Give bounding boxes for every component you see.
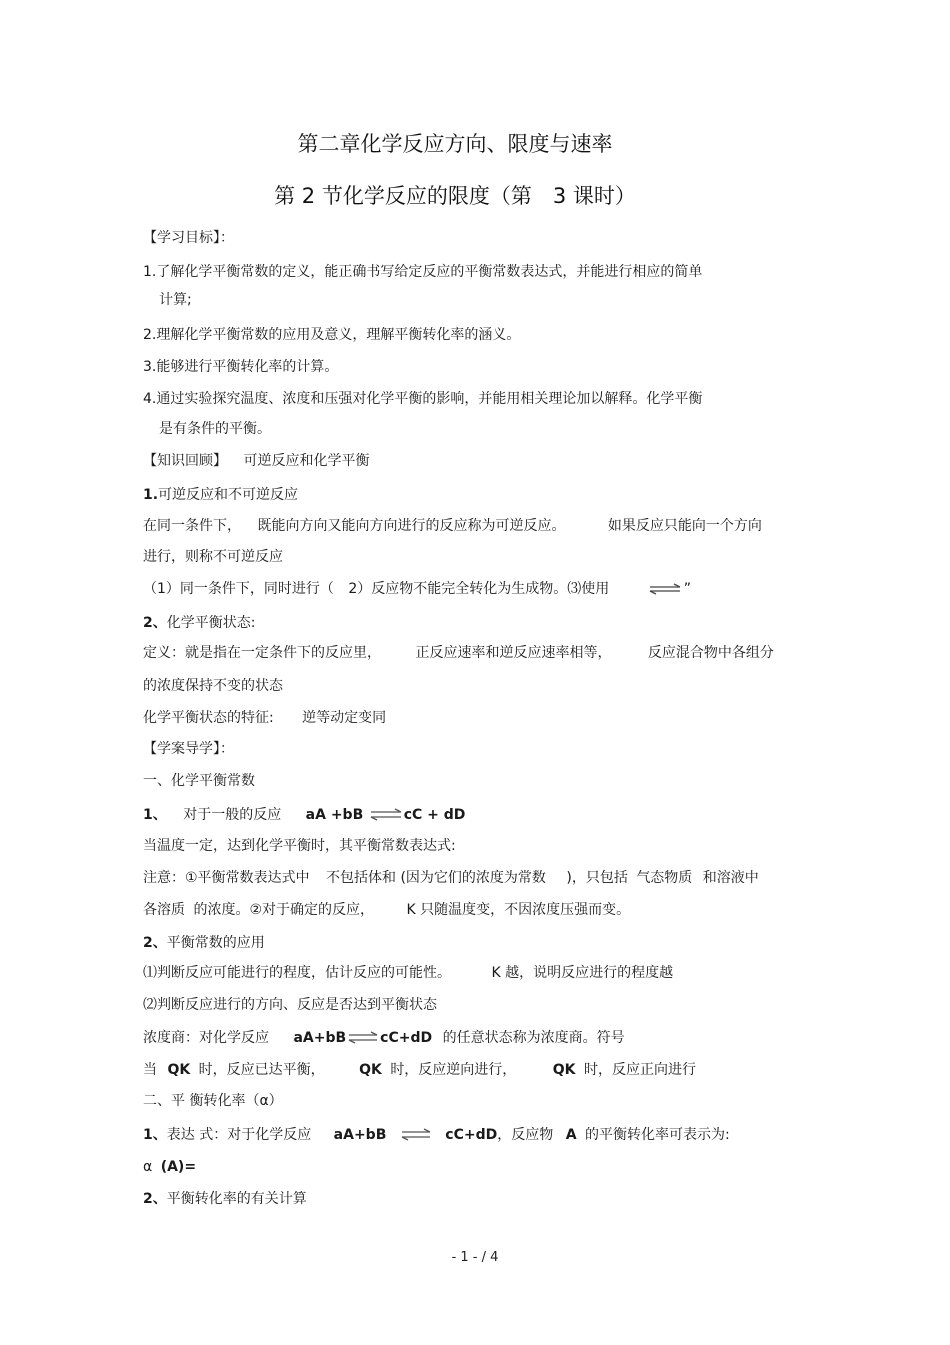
guide-e1-number: 1、: [143, 1127, 167, 1143]
guide-alpha-formula: [143, 1158, 196, 1176]
guide-p1-products: cC + dD: [403, 807, 466, 823]
review-s2-def-c: 反应混合物中各组分: [647, 645, 774, 661]
guide-p2-l4-a: 当: [143, 1062, 157, 1078]
guide-p2-line-2: ⑵判断反应进行的方向、反应是否达到平衡状态: [143, 997, 437, 1013]
goal-1-line-2: 计算;: [159, 292, 192, 308]
guide-p2-l3-a: 浓度商：对化学反应: [143, 1030, 269, 1046]
guide-p2-line-3: [143, 1029, 625, 1047]
page-number: - 1 - / 4: [451, 1250, 499, 1265]
review-s2-feat-a: 化学平衡状态的特征:: [143, 710, 274, 726]
guide-e1-products: cC+dD: [445, 1127, 498, 1143]
review-heading-topic: 可逆反应和化学平衡: [243, 453, 370, 469]
goals-heading: 【学习目标】：: [143, 230, 234, 246]
guide-e1-reactants: aA+bB: [333, 1127, 387, 1143]
review-s2-definition-line-1: [143, 644, 774, 662]
guide-p1-line-2: 当温度一定，达到化学平衡时，其平衡常数表达式:: [143, 838, 456, 854]
guide-e2-title: [143, 1190, 307, 1208]
review-s2-title: [143, 614, 255, 632]
guide-note2-c: K 只随温度变，不因浓度压强而变。: [406, 902, 631, 918]
chapter-title: 第二章化学反应方向、限度与速率: [297, 132, 613, 156]
review-s2-title-text: 化学平衡状态:: [166, 615, 256, 631]
review-s2-def-b: 正反应速率和逆反应速率相等，: [415, 645, 612, 661]
equilibrium-arrow-icon: [348, 1031, 378, 1045]
goal-4-line-2: 是有条件的平衡。: [159, 421, 271, 437]
guide-p1-reaction: [143, 806, 465, 824]
guide-p2-l3-reactants: aA+bB: [293, 1030, 347, 1046]
guide-p1-reactants: aA +bB: [305, 807, 364, 823]
goal-3: 3.能够进行平衡转化率的计算。: [143, 359, 339, 375]
guide-p2-l1-a: ⑴判断反应可能进行的程度，估计反应的可能性。: [143, 965, 451, 981]
reversible-arrow-icon: [648, 583, 682, 595]
equilibrium-arrow-icon: [370, 808, 402, 822]
guide-e1-b: ，反应物: [497, 1127, 554, 1143]
review-s1-p1-c: 如果反应只能向一个方向: [607, 518, 762, 534]
guide-note-line-1: [143, 869, 759, 887]
guide-p2-l4-qk3: QK: [552, 1062, 576, 1078]
guide-note-b: 不包括体和 (因为它们的浓度为常数: [326, 870, 546, 886]
review-s1-p3-b: 2）反应物不能完全转化为生成物。⑶使用: [348, 581, 610, 597]
review-s1-p3-a: （1）同一条件下，同时进行（: [143, 581, 334, 597]
guide-e1-d: 的平衡转化率可表示为:: [584, 1127, 730, 1143]
guide-p2-l3-products: cC+dD: [380, 1030, 433, 1046]
review-s1-paragraph-line-2: 进行，则称不可逆反应: [143, 549, 283, 565]
guide-p1-text: 对于一般的反应: [183, 807, 282, 823]
guide-note2-b: 的浓度。②对于确定的反应，: [193, 902, 375, 918]
review-heading: [143, 452, 369, 470]
guide-p2-l1-b: K 越，说明反应进行的程度越: [491, 965, 674, 981]
guide-p2-l4-qk2: QK: [359, 1062, 382, 1078]
goal-4-line-1: 4.通过实验探究温度、浓度和压强对化学平衡的影响，并能用相关理论加以解释。化学平衡: [143, 391, 703, 407]
guide-e1-expression: [143, 1126, 730, 1144]
review-s2-def-a: 定义：就是指在一定条件下的反应里，: [143, 645, 381, 661]
review-s1-p1-a: 在同一条件下，: [143, 518, 241, 534]
guide-note2-a: 各溶质: [143, 902, 185, 918]
review-s1-points: [143, 580, 691, 598]
guide-p2-l4-b: 时，反应已达平衡，: [198, 1062, 325, 1078]
guide-e2-number: 2、: [143, 1191, 167, 1207]
guide-p2-l4-c: 时，反应逆向进行，: [390, 1062, 517, 1078]
guide-heading: 【学案导学】：: [143, 741, 234, 757]
review-s1-title-text: 可逆反应和不可逆反应: [158, 487, 299, 503]
review-s2-number: 2、: [143, 615, 167, 631]
guide-p2-number: 2、: [143, 935, 167, 951]
guide-note-line-2: [143, 901, 630, 919]
review-s2-definition-line-2: 的浓度保持不变的状态: [143, 678, 283, 694]
review-s1-paragraph-line-1: [143, 517, 762, 535]
review-heading-label: 【知识回顾】: [143, 453, 227, 469]
guide-alpha-symbol: α: [143, 1159, 153, 1175]
review-s1-title: [143, 486, 298, 504]
guide-e1-a: 表达 式：对于化学反应: [166, 1127, 312, 1143]
guide-note-e: 和溶液中: [702, 870, 759, 886]
guide-p2-line-1: [143, 964, 673, 982]
guide-part-1-title: 一、化学平衡常数: [143, 773, 255, 789]
guide-note-a: 注意：①平衡常数表达式中: [143, 870, 310, 886]
goal-1-line-1: 1.了解化学平衡常数的定义，能正确书写给定反应的平衡常数表达式，并能进行相应的简单: [143, 264, 703, 280]
section-title: 第 2 节化学反应的限度（第 3 课时）: [274, 184, 636, 208]
equilibrium-arrow-icon: [401, 1128, 431, 1142]
guide-e2-title-text: 平衡转化率的有关计算: [166, 1191, 307, 1207]
guide-p1-number: 1、: [143, 807, 167, 823]
guide-p2-title: [143, 934, 265, 952]
guide-p2-l4-d: 时，反应正向进行: [583, 1062, 696, 1078]
guide-alpha-expr: (A)=: [160, 1159, 197, 1175]
guide-part-2-title: 二、平 衡转化率（α）: [143, 1093, 283, 1109]
review-s1-number: 1.: [143, 487, 159, 503]
goal-2: 2.理解化学平衡常数的应用及意义，理解平衡转化率的涵义。: [143, 327, 521, 343]
guide-e1-c: A: [565, 1127, 577, 1143]
guide-p2-l4-qk1: QK: [167, 1062, 191, 1078]
guide-p2-line-4: [143, 1061, 696, 1079]
guide-note-c: )，只包括: [566, 870, 628, 886]
review-s1-p1-b: 既能向方向又能向方向进行的反应称为可逆反应。: [257, 518, 566, 534]
review-s2-feat-b: 逆等动定变同: [302, 710, 387, 726]
guide-p2-title-text: 平衡常数的应用: [166, 935, 265, 951]
guide-p2-l3-b: 的任意状态称为浓度商。符号: [442, 1030, 625, 1046]
review-s2-features: [143, 709, 386, 727]
guide-note-d: 气态物质: [636, 870, 693, 886]
review-s1-p3-c: ”: [683, 581, 691, 597]
